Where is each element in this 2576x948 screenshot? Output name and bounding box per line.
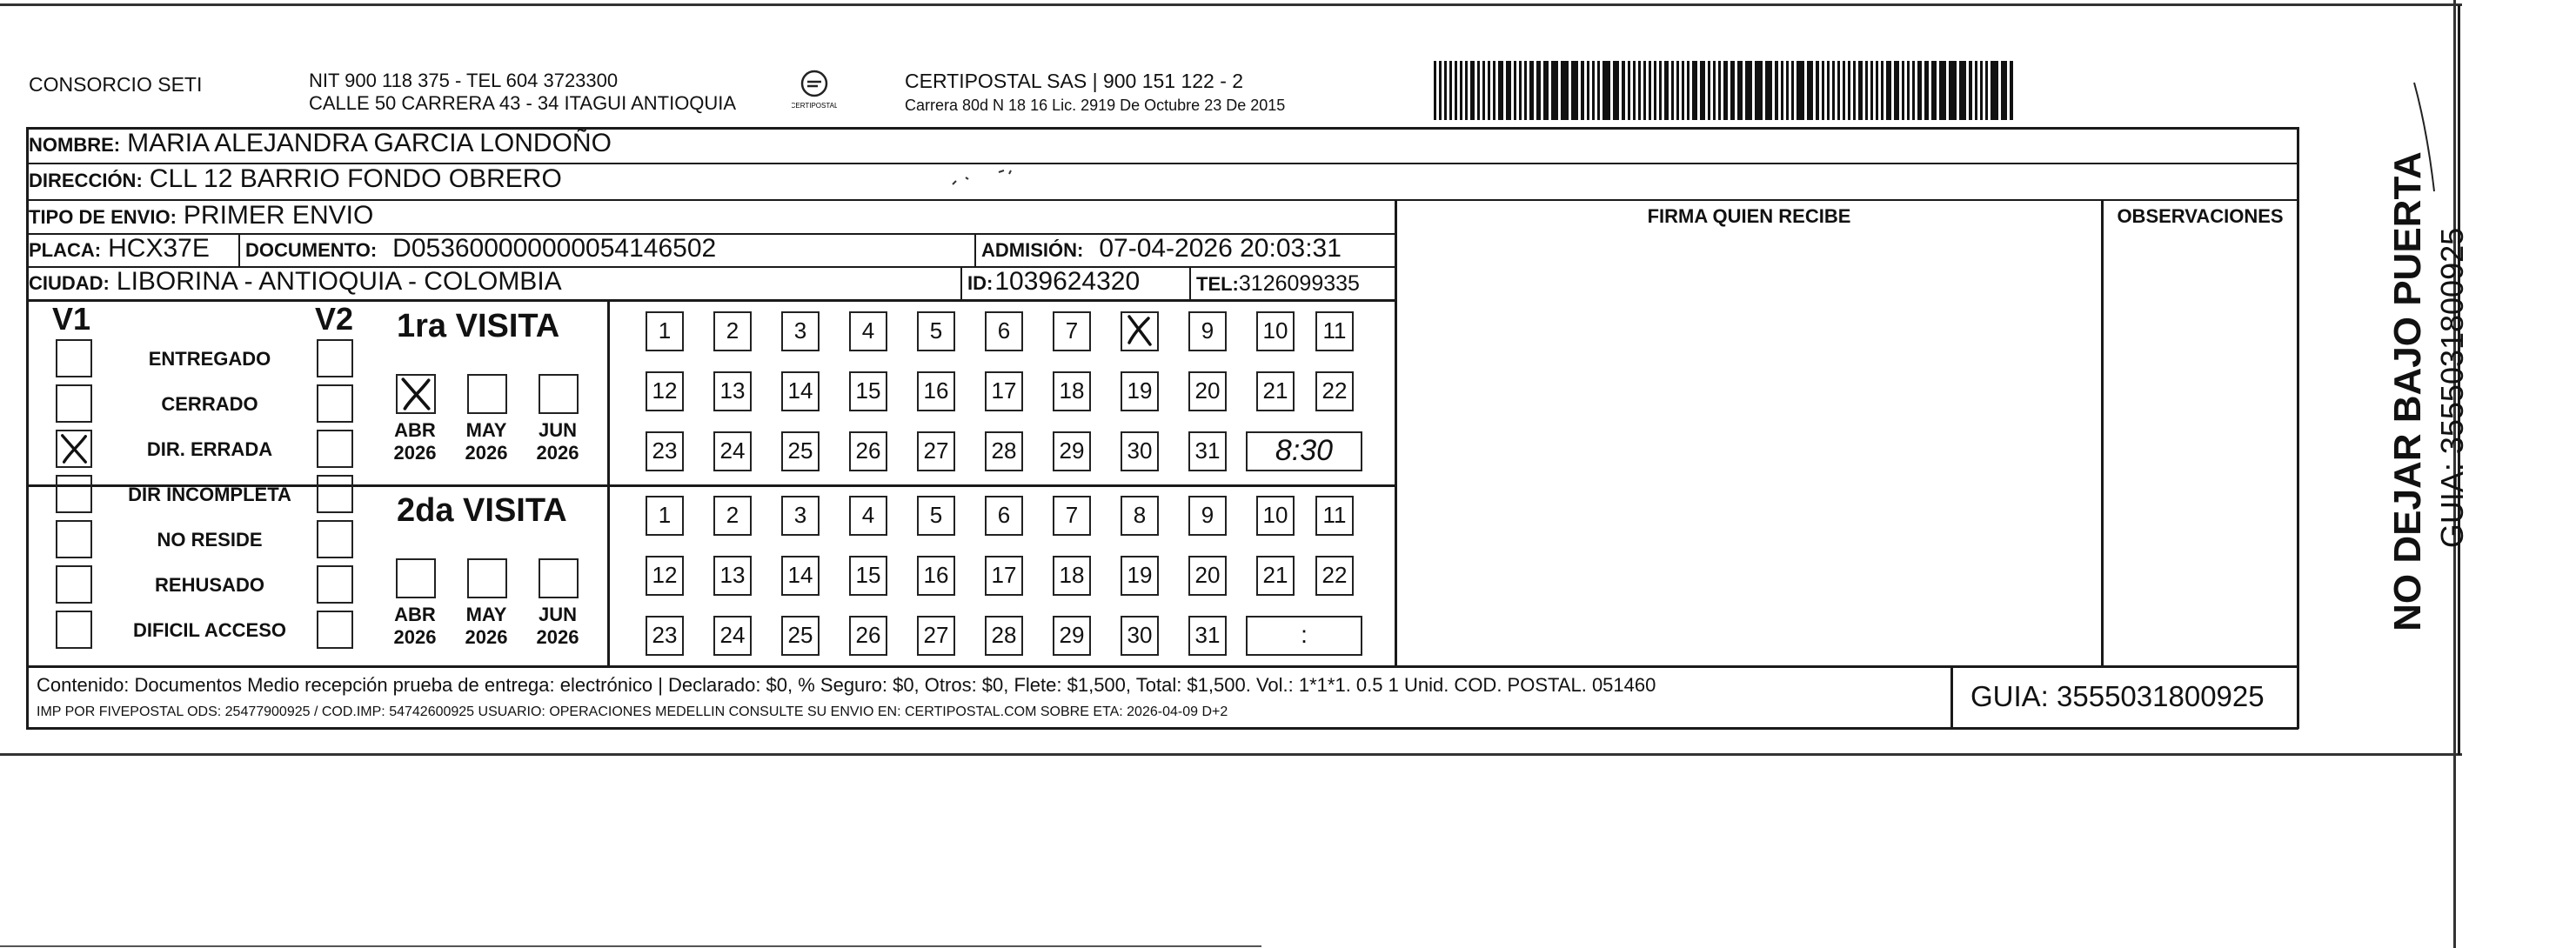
scan-edge-bottom [0, 753, 2462, 756]
visit-1-month-label [460, 419, 512, 464]
visit-2-day-13[interactable]: 13 [713, 556, 752, 596]
visit-2-day-2[interactable]: 2 [713, 496, 752, 536]
tipo-label: TIPO DE ENVIO: [29, 206, 177, 228]
id-row [967, 267, 1140, 297]
ciudad-row [29, 267, 562, 297]
visit-1-day-7[interactable]: 7 [1053, 311, 1091, 351]
scan-edge-foot [0, 945, 1261, 947]
rule-ciudad-id [960, 267, 962, 300]
visit-1-day-25[interactable]: 25 [781, 431, 820, 471]
visit-2-day-18[interactable]: 18 [1053, 556, 1091, 596]
visit-2-day-25[interactable]: 25 [781, 616, 820, 656]
direccion-value: CLL 12 BARRIO FONDO OBRERO [149, 164, 562, 193]
visit-1-day-27[interactable]: 27 [917, 431, 955, 471]
v1-label: V1 [52, 301, 91, 337]
visit-1-day-13[interactable]: 13 [713, 371, 752, 411]
visit-2-day-21[interactable]: 21 [1256, 556, 1295, 596]
visit-2-month-label [389, 604, 441, 649]
visit-1-day-16[interactable]: 16 [917, 371, 955, 411]
rule-obs-left [2101, 199, 2104, 667]
visit-1-day-9[interactable]: 9 [1188, 311, 1227, 351]
month-year: 2026 [393, 626, 437, 648]
visit-1-month-checkbox-may[interactable] [467, 374, 507, 414]
visit-1-day-2[interactable]: 2 [713, 311, 752, 351]
id-label: ID: [967, 272, 994, 294]
visit-2-day-7[interactable]: 7 [1053, 496, 1091, 536]
visit-1-day-17[interactable]: 17 [985, 371, 1023, 411]
visit-2-day-17[interactable]: 17 [985, 556, 1023, 596]
license-line: Carrera 80d N 18 16 Lic. 2919 De Octubre 23 De 2015 [905, 97, 1286, 114]
nit-line: NIT 900 118 375 - TEL 604 3723300 [309, 70, 619, 91]
visit-2-day-28[interactable]: 28 [985, 616, 1023, 656]
visit-1-day-21[interactable]: 21 [1256, 371, 1295, 411]
scan-edge-top [0, 3, 2462, 6]
visit-2-day-31[interactable]: 31 [1188, 616, 1227, 656]
visit-2-day-3[interactable]: 3 [781, 496, 820, 536]
visit-1-day-20[interactable]: 20 [1188, 371, 1227, 411]
footer-imp: IMP POR FIVEPOSTAL ODS: 25477900925 / COD.IMP: 54742600925 USUARIO: OPERACIONES MEDELLIN CONSULTE SU ENVIO EN: CERTIPOSTAL.COM SOBRE ETA: 2026-04-09 D+2 [37, 704, 1228, 719]
visit-1-day-19[interactable]: 19 [1121, 371, 1159, 411]
certipostal-line: CERTIPOSTAL SAS | 900 151 122 - 2 [905, 70, 1244, 92]
logo-text: CERTIPOSTAL [792, 102, 837, 110]
ciudad-value: LIBORINA - ANTIOQUIA - COLOMBIA [116, 267, 562, 296]
v2-checkbox-entregado[interactable] [317, 339, 353, 377]
visit-1-day-18[interactable]: 18 [1053, 371, 1091, 411]
rule-footer-bottom [26, 727, 2298, 730]
visit-2-day-16[interactable]: 16 [917, 556, 955, 596]
status-label-no-reside: NO RESIDE [157, 529, 263, 551]
nombre-value: MARIA ALEJANDRA GARCIA LONDOÑO [127, 129, 612, 157]
visit-1-day-10[interactable]: 10 [1256, 311, 1295, 351]
tel-label: TEL: [1196, 273, 1239, 295]
visit-2-day-20[interactable]: 20 [1188, 556, 1227, 596]
rule-right [2297, 127, 2299, 729]
visit-2-day-29[interactable]: 29 [1053, 616, 1091, 656]
placa-row [29, 234, 210, 264]
footer-guia: GUIA: 3555031800925 [1970, 680, 2265, 712]
tipo-row [29, 201, 373, 230]
documento-label: DOCUMENTO: [245, 239, 378, 261]
visit-1-month-label [389, 419, 441, 464]
side-text [2349, 0, 2470, 948]
visit-1-day-6[interactable]: 6 [985, 311, 1023, 351]
ciudad-label: CIUDAD: [29, 272, 110, 294]
month-name: ABR [394, 604, 436, 625]
visit-1-day-4[interactable]: 4 [849, 311, 887, 351]
footer-contenido: Contenido: Documentos Medio recepción prueba de entrega: electrónico | Declarado: $0, % Seguro: $0, Otros: $0, Flete: $1,500, Total: $1,500. Vol.: 1*1*1. 0.5 1 Unid. COD. POSTAL. 051460 [37, 674, 1656, 696]
visit-1-day-11[interactable]: 11 [1315, 311, 1354, 351]
visit-1-day-8[interactable] [1121, 311, 1159, 351]
visit-2-day-5[interactable]: 5 [917, 496, 955, 536]
visit-2-day-1[interactable]: 1 [646, 496, 684, 536]
side-warning: NO DEJAR BAJO PUERTA [2386, 151, 2429, 631]
observaciones-header: OBSERVACIONES [2117, 205, 2284, 227]
rule-placa-doc [238, 234, 240, 267]
rule-visit-left [607, 300, 610, 667]
visit-2-month-checkbox-abr[interactable] [396, 558, 436, 598]
v1-checkbox-dir-errada[interactable] [56, 430, 92, 468]
month-year: 2026 [536, 626, 579, 648]
tel-row [1196, 271, 1360, 297]
id-value: 1039624320 [994, 267, 1141, 296]
barcode [1434, 61, 2123, 122]
visit-1-day-23[interactable]: 23 [646, 431, 684, 471]
admision-label: ADMISIÓN: [981, 239, 1084, 261]
v1-checkbox-dir-incompleta[interactable] [56, 475, 92, 513]
admision-row [981, 234, 1342, 264]
month-name: MAY [465, 604, 507, 625]
visit-1-day-24[interactable]: 24 [713, 431, 752, 471]
visit-1-day-5[interactable]: 5 [917, 311, 955, 351]
visit-2-day-12[interactable]: 12 [646, 556, 684, 596]
company-name: CONSORCIO SETI [29, 73, 203, 96]
visit-1-day-3[interactable]: 3 [781, 311, 820, 351]
certipostal-logo [792, 68, 837, 113]
visit-2-day-27[interactable]: 27 [917, 616, 955, 656]
visit-2-day-6[interactable]: 6 [985, 496, 1023, 536]
visit-2-month-label [532, 604, 584, 649]
v2-checkbox-rehusado[interactable] [317, 565, 353, 604]
v2-label: V2 [315, 301, 354, 337]
placa-label: PLACA: [29, 239, 102, 261]
visit-2-day-19[interactable]: 19 [1121, 556, 1159, 596]
visit-1-day-15[interactable]: 15 [849, 371, 887, 411]
visit-2-time-box[interactable]: : [1246, 616, 1362, 656]
v1-checkbox-cerrado[interactable] [56, 384, 92, 423]
rule-footer-top [26, 665, 2298, 668]
v1-checkbox-rehusado[interactable] [56, 565, 92, 604]
month-year: 2026 [465, 442, 508, 464]
documento-row [245, 234, 716, 264]
visit-1-title: 1ra VISITA [397, 308, 560, 344]
visit-2-day-24[interactable]: 24 [713, 616, 752, 656]
admision-value: 07-04-2026 20:03:31 [1099, 234, 1342, 263]
month-year: 2026 [465, 626, 508, 648]
nombre-row [29, 129, 612, 158]
visit-2-day-22[interactable]: 22 [1315, 556, 1354, 596]
rule-doc-adm [974, 234, 976, 267]
month-name: ABR [394, 419, 436, 441]
scan-stroke [2410, 78, 2445, 200]
visit-1-day-12[interactable]: 12 [646, 371, 684, 411]
visit-2-day-11[interactable]: 11 [1315, 496, 1354, 536]
v2-checkbox-no-reside[interactable] [317, 520, 353, 558]
firma-header: FIRMA QUIEN RECIBE [1647, 205, 1851, 227]
visit-1-month-checkbox-jun[interactable] [539, 374, 579, 414]
visit-2-day-26[interactable]: 26 [849, 616, 887, 656]
visit-2-day-8[interactable]: 8 [1121, 496, 1159, 536]
month-name: JUN [538, 604, 577, 625]
direccion-row [29, 164, 562, 194]
status-label-entregado: ENTREGADO [148, 348, 271, 370]
v1-checkbox-no-reside[interactable] [56, 520, 92, 558]
month-year: 2026 [393, 442, 437, 464]
visit-1-day-22[interactable]: 22 [1315, 371, 1354, 411]
direccion-label: DIRECCIÓN: [29, 170, 143, 191]
visit-1-month-label [532, 419, 584, 464]
nombre-label: NOMBRE: [29, 134, 121, 156]
status-label-dificil-acceso: DIFICIL ACCESO [132, 619, 286, 641]
visit-2-month-checkbox-may[interactable] [467, 558, 507, 598]
day-check-mark [1122, 313, 1157, 348]
visit-1-day-28[interactable]: 28 [985, 431, 1023, 471]
visit-2-day-10[interactable]: 10 [1256, 496, 1295, 536]
visit-1-day-31[interactable]: 31 [1188, 431, 1227, 471]
v2-checkbox-dificil-acceso[interactable] [317, 611, 353, 649]
visit-2-day-14[interactable]: 14 [781, 556, 820, 596]
placa-value: HCX37E [108, 234, 210, 263]
visit-2-day-30[interactable]: 30 [1121, 616, 1159, 656]
month-name: MAY [465, 419, 507, 441]
month-year: 2026 [536, 442, 579, 464]
rule-id-tel [1189, 267, 1191, 300]
visit-1-month-checkbox-abr[interactable] [396, 374, 436, 414]
visit-2-day-9[interactable]: 9 [1188, 496, 1227, 536]
month-name: JUN [538, 419, 577, 441]
visit-2-day-23[interactable]: 23 [646, 616, 684, 656]
status-label-dir-incompleta: DIR INCOMPLETA [128, 484, 291, 505]
address-line: CALLE 50 CARRERA 43 - 34 ITAGUI ANTIOQUIA [309, 92, 737, 114]
visit-1-time-box[interactable]: 8:30 [1246, 431, 1362, 471]
rule-footer-guia [1950, 667, 1953, 728]
tipo-value: PRIMER ENVIO [183, 201, 374, 230]
visit-1-day-1[interactable]: 1 [646, 311, 684, 351]
visit-2-month-checkbox-jun[interactable] [539, 558, 579, 598]
visit-2-day-15[interactable]: 15 [849, 556, 887, 596]
v1-checkbox-entregado[interactable] [56, 339, 92, 377]
visit-2-title: 2da VISITA [397, 492, 567, 529]
documento-value: D053600000000054146502 [392, 234, 717, 263]
visit-2-month-label [460, 604, 512, 649]
v2-checkbox-dir-incompleta[interactable] [317, 475, 353, 513]
visit-2-day-4[interactable]: 4 [849, 496, 887, 536]
visit-1-day-29[interactable]: 29 [1053, 431, 1091, 471]
tel-value: 3126099335 [1238, 271, 1360, 296]
v1-checkbox-dificil-acceso[interactable] [56, 611, 92, 649]
status-label-rehusado: REHUSADO [155, 574, 264, 596]
side-guia: GUIA: 3555031800925 [2434, 227, 2470, 549]
visit-1-day-30[interactable]: 30 [1121, 431, 1159, 471]
v2-checkbox-dir-errada[interactable] [317, 430, 353, 468]
scan-speck [948, 165, 1035, 191]
visit-1-day-26[interactable]: 26 [849, 431, 887, 471]
status-label-dir-errada: DIR. ERRADA [146, 438, 273, 460]
v2-checkbox-cerrado[interactable] [317, 384, 353, 423]
visit-1-day-14[interactable]: 14 [781, 371, 820, 411]
rule-firma-left [1395, 199, 1397, 667]
status-label-cerrado: CERRADO [161, 393, 258, 415]
